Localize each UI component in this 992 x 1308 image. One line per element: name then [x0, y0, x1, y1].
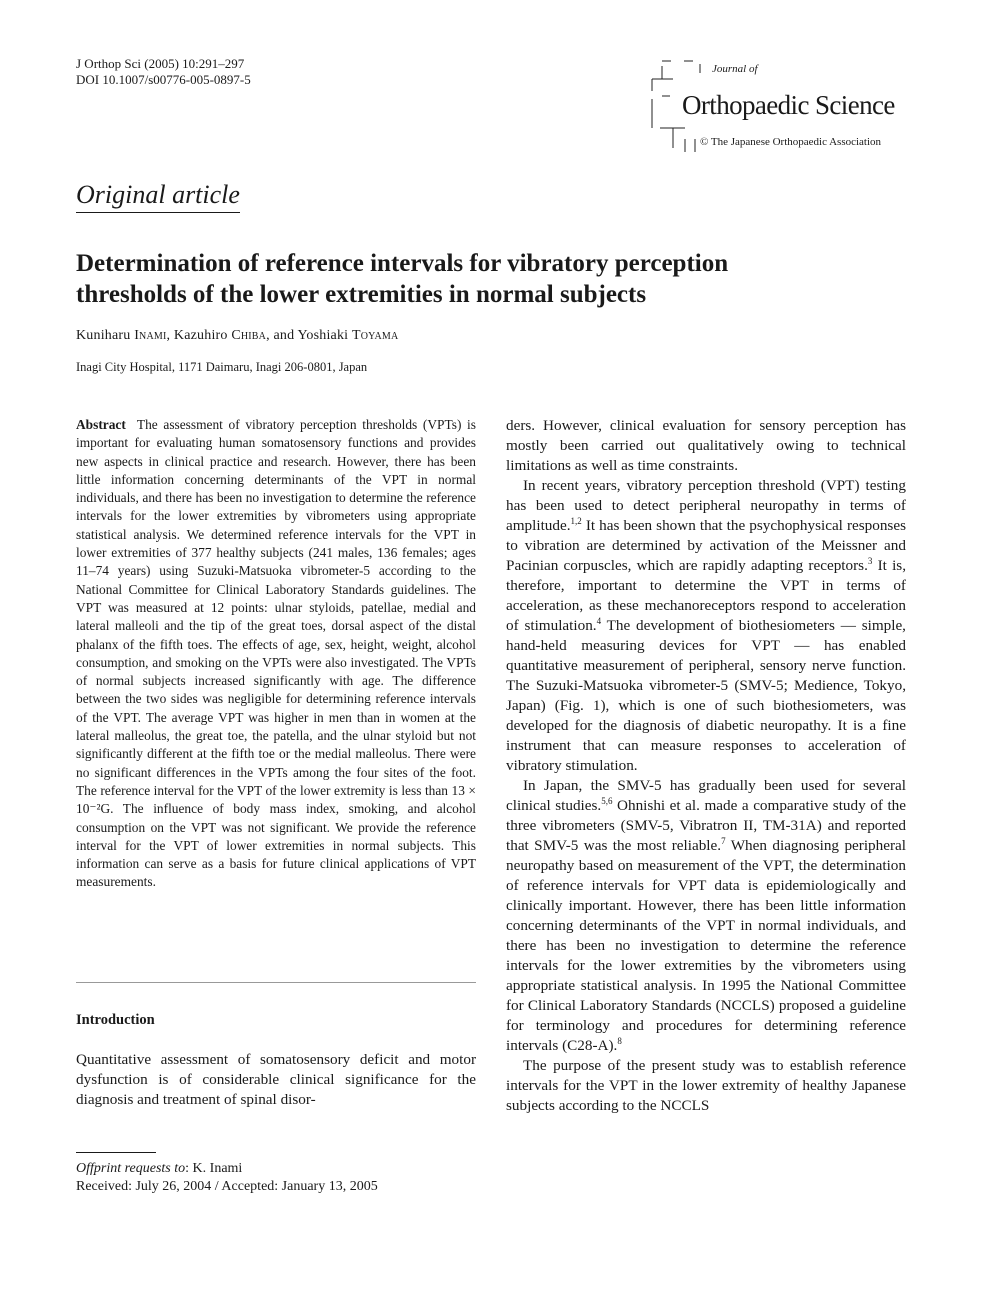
text-span: When diagnosing peripheral neuropathy based on measurement of the VPT, the determination of reference intervals for VPT data is epidemiologically and clinically important. However, there has been little information concerning determinants of the VPT in normal individuals, and there has been no investigation to determine the reference intervals for the lower extremities by the vibrometers using appropriate statistical analysis. In 1995 the National Committee for Clinical Laboratory Standards (NCCLS) proposed a guideline for terminology and procedures for determining reference intervals (C28-A).: [506, 837, 906, 1054]
article-title: Determination of reference intervals for vibratory perception thresholds of the lower extremities in normal subjects: [76, 250, 729, 308]
doi-line: DOI 10.1007/s00776-005-0897-5: [76, 72, 251, 87]
offprint-line: [76, 1160, 378, 1178]
offprint-name: : K. Inami: [185, 1161, 243, 1176]
text-span: It is, therefore, important to determine the VPT in terms of acceleration, as these mechanoreceptors respond to acceleration of stimulation.: [506, 557, 906, 634]
abstract-text: The assessment of vibratory perception thresholds (VPTs) is important for evaluating human somatosensory functions and provides new aspects in clinical practice and research. However, there has been little information concerning determinants of the VPT in normal individuals, and there has been no investigation to determine the reference intervals for the lower extremities by vibrometers using appropriate statistical analysis. We determined reference intervals for the VPT in lower extremities of 377 healthy subjects (241 males, 136 females; ages 11–74 years) using Suzuki-Matsuoka vibrometer-5 according to the National Committee for Clinical Laboratory Standards guidelines. The VPT was measured at 12 points: ulnar styloids, patellae, medial and lateral malleoli and the tip of the great toes, dorsal aspect of the distal phalanx of the fifth toes. The effects of age, sex, height, weight, alcohol consumption, and smoking on the VPTs were also investigated. The VPTs of normal subjects increased significantly with age. The difference between the two sides was negligible for determining reference intervals of the VPT. The average VPT was higher in men than in women at the lateral malleolus, the great toe, the patella, and the ulnar styloid but not significantly different at the fifth toe or the medial malleolus. There were no significant differences in the VPTs among the four sites of the foot. The reference interval for the VPT of the lower extremity is less than 13 × 10⁻²G. The influence of body mass index, smoking, and alcohol consumption on the VPT was not significant. We provide the reference interval for the VPT of lower extremities in normal subjects. This information can serve as a basis for future clinical applications of VPT measurements.: [76, 417, 476, 890]
abstract: [76, 416, 476, 892]
body-right-column: [506, 416, 906, 1116]
text-span: Ohnishi et al. made a comparative study of the three vibrometers (SMV-5, Vibratron II, TM-31A) and reported that SMV-5 was the most reliable.: [506, 797, 906, 854]
journal-logo: [640, 56, 920, 156]
received-line: Received: July 26, 2004 / Accepted: January 13, 2005: [76, 1179, 378, 1194]
body-paragraph-continued: ders. However, clinical evaluation for sensory perception has mostly been carried out qualitatively owing to technical limitations as well as time constraints.: [506, 417, 906, 474]
journal-citation: [76, 56, 251, 88]
abstract-label: Abstract: [76, 417, 126, 432]
article-type: Original article: [76, 180, 240, 213]
offprint-label: Offprint requests to: [76, 1161, 186, 1176]
body-paragraph-2: [506, 476, 906, 776]
body-paragraph-4: The purpose of the present study was to establish reference intervals for the VPT in the lower extremity of healthy Japanese subjects according to the NCCLS: [506, 1057, 906, 1114]
citation-ref: 1,2: [570, 515, 582, 526]
footnote-rule: [76, 1152, 156, 1153]
abstract-divider: [76, 982, 476, 983]
intro-paragraph-1: Quantitative assessment of somatosensory deficit and motor dysfunction is of considerable clinical significance for the diagnosis and treatment of spinal disor-: [76, 1051, 476, 1108]
introduction-paragraph: [76, 1050, 476, 1110]
citation-ref: 8: [617, 1035, 622, 1046]
text-span: It has been shown that the psychophysical responses to vibration are determined by activation of the Meissner and Pacinian corpuscles, which are rapidly adapting receptors.: [506, 517, 906, 574]
citation-ref: 3: [867, 555, 873, 566]
body-paragraph-3: [506, 776, 906, 1056]
citation-ref: 7: [721, 835, 726, 846]
logo-journal-of: Journal of: [712, 63, 758, 75]
text-span: In recent years, vibratory perception threshold (VPT) testing has been used to detect peripheral neuropathy in terms of amplitude.: [506, 477, 906, 534]
authors: Kuniharu Inami, Kazuhiro Chiba, and Yoshiaki Toyama: [76, 328, 399, 343]
text-span: The development of biothesiometers — simple, hand-held measuring devices for VPT — has enabled quantitative measurement of peripheral, sensory nerve function. The Suzuki-Matsuoka vibrometer-5 (SMV-5; Medience, Tokyo, Japan) (Fig. 1), which is one of such biothesiometers, was developed for the diagnosis of diabetic neuropathy. It is a fine instrument that can measure responses to acceleration of vibratory stimulation.: [506, 617, 906, 774]
introduction-heading: Introduction: [76, 1012, 155, 1028]
citation-line: J Orthop Sci (2005) 10:291–297: [76, 56, 245, 71]
affiliation: Inagi City Hospital, 1171 Daimaru, Inagi 206-0801, Japan: [76, 360, 368, 374]
logo-journal-name: Orthopaedic Science: [682, 90, 895, 120]
logo-association: © The Japanese Orthopaedic Association: [700, 136, 882, 148]
text-span: In Japan, the SMV-5 has gradually been used for several clinical studies.: [506, 777, 906, 814]
footnote: [76, 1160, 378, 1196]
citation-ref: 5,6: [601, 795, 613, 806]
citation-ref: 4: [596, 615, 602, 626]
